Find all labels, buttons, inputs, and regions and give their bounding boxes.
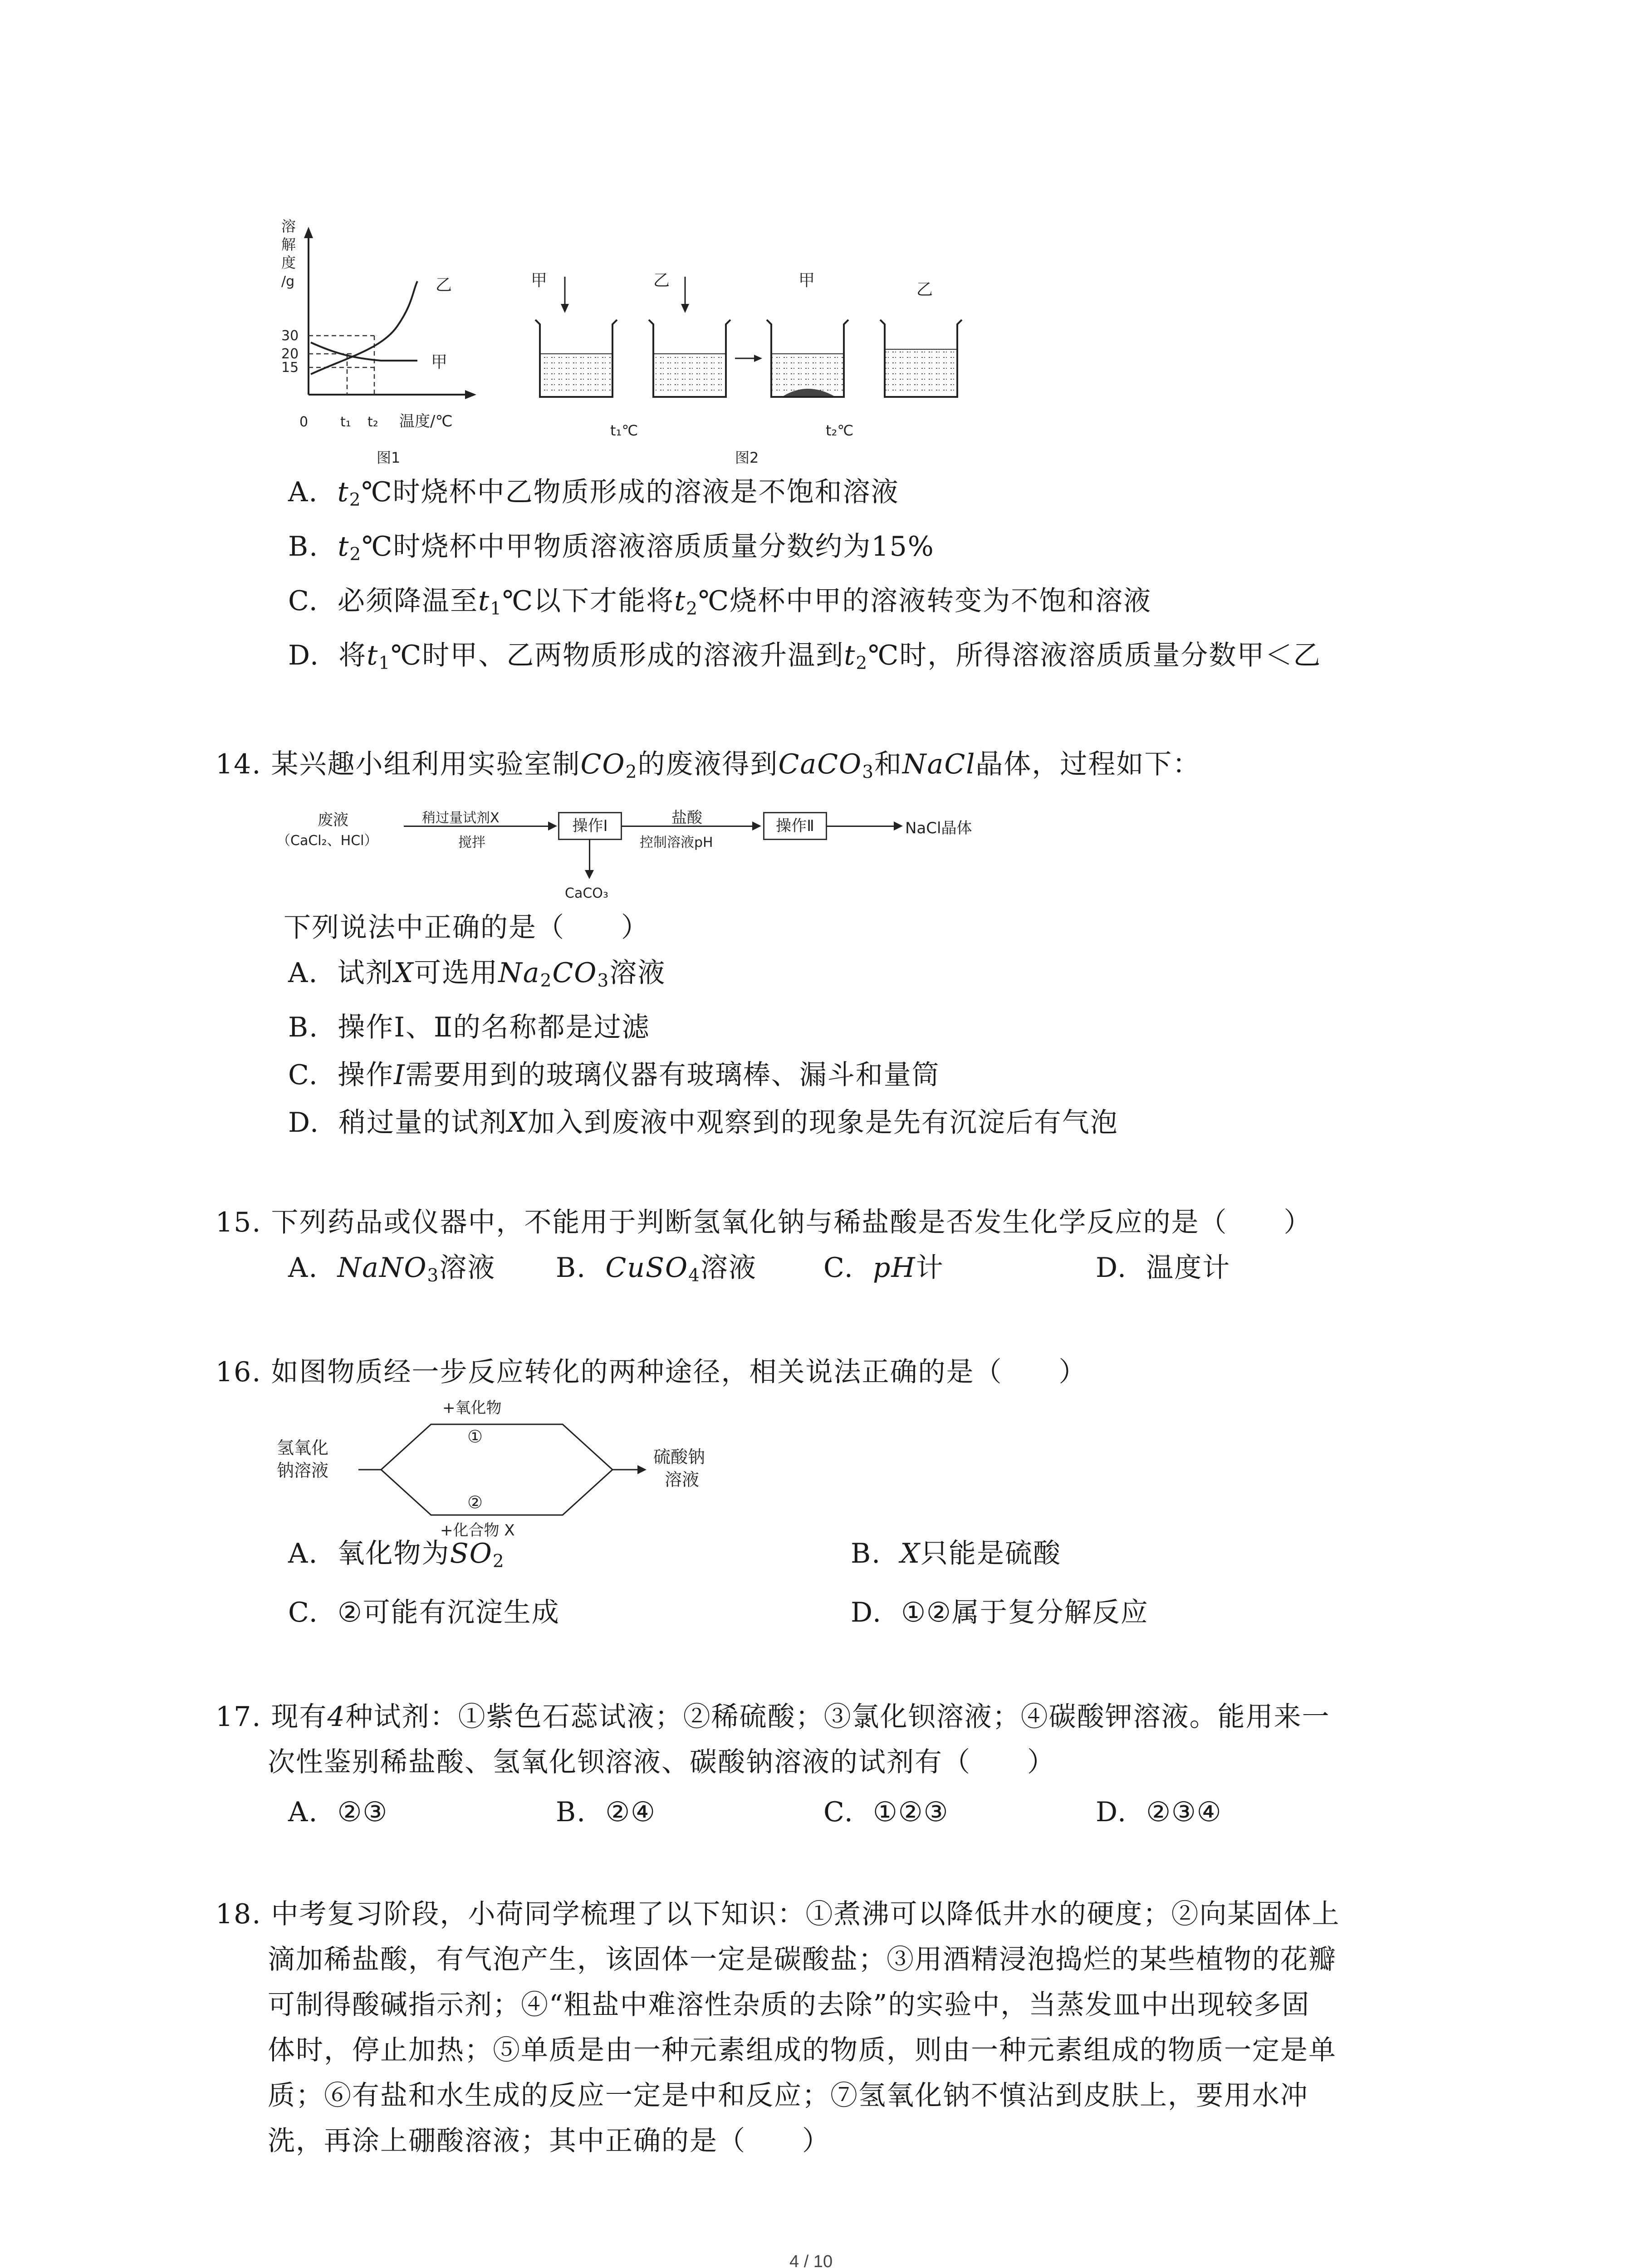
y-tick-20: 20 bbox=[281, 346, 299, 362]
beaker-3-label: 甲 bbox=[798, 271, 815, 290]
option-text: ②③ bbox=[337, 1796, 388, 1828]
option-letter: C. bbox=[288, 585, 318, 617]
q15-option-b bbox=[556, 1254, 757, 1285]
beaker-1-label: 甲 bbox=[531, 271, 548, 290]
formula: pH bbox=[873, 1252, 916, 1284]
flow-stir-label: 搅拌 bbox=[458, 835, 485, 850]
q18-line-6: 洗，再涂上硼酸溶液；其中正确的是（ ） bbox=[268, 2125, 830, 2157]
var-x: X bbox=[507, 1107, 528, 1139]
question-number: 15. bbox=[216, 1207, 262, 1238]
q18-line-4: 体时，停止加热；⑤单质是由一种元素组成的物质，则由一种元素组成的物质一定是单 bbox=[268, 2034, 1337, 2066]
beaker-4 bbox=[880, 320, 962, 397]
option-letter: D. bbox=[288, 1107, 320, 1139]
option-letter: A. bbox=[288, 1538, 318, 1569]
q15-option-c bbox=[823, 1252, 944, 1284]
stem-text: 下列药品或仪器中，不能用于判断氢氧化钠与稀盐酸是否发生化学反应的是（ ） bbox=[271, 1207, 1312, 1238]
arrowhead bbox=[752, 821, 761, 831]
x-tick-t2: t₂ bbox=[367, 414, 378, 430]
flow-arrow-1 bbox=[404, 826, 549, 827]
formula: CaCO bbox=[778, 748, 862, 780]
beaker-4-label: 乙 bbox=[916, 280, 933, 299]
q13-option-a bbox=[288, 476, 899, 510]
q18-line-1 bbox=[216, 1898, 1340, 1930]
option-text-part: 溶液 bbox=[609, 957, 666, 989]
curve-jia-label: 甲 bbox=[431, 353, 448, 371]
q13-option-b bbox=[288, 533, 935, 563]
origin-label: 0 bbox=[299, 414, 309, 430]
option-letter: D. bbox=[851, 1597, 882, 1628]
x-axis-label: 温度/℃ bbox=[399, 412, 453, 430]
option-text-part: ℃烧杯中甲的溶液转变为不饱和溶液 bbox=[698, 585, 1152, 617]
path-2-reagent: +化合物 X bbox=[440, 1521, 515, 1540]
flow-product-label: NaCl晶体 bbox=[905, 819, 972, 837]
arrowhead bbox=[585, 870, 594, 879]
option-text: ①②属于复分解反应 bbox=[901, 1597, 1149, 1628]
beaker-2 bbox=[649, 320, 730, 397]
var-t: t bbox=[337, 476, 349, 508]
subscript: 4 bbox=[688, 1265, 700, 1286]
option-text-part: ℃时，所得溶液溶质质量分数甲＜乙 bbox=[868, 640, 1322, 671]
option-text-part: ℃以下才能将 bbox=[502, 585, 675, 617]
beakers-figure bbox=[522, 268, 998, 481]
temp-label-t1: t₁℃ bbox=[610, 422, 638, 439]
q17-option-d bbox=[1096, 1796, 1222, 1828]
start-substance-line-1: 氢氧化 bbox=[277, 1438, 329, 1458]
q17-option-c bbox=[823, 1796, 949, 1828]
option-text: ②④ bbox=[605, 1796, 656, 1828]
q14-option-a bbox=[288, 959, 666, 990]
subscript: 2 bbox=[492, 1551, 505, 1572]
option-letter: A. bbox=[288, 1252, 318, 1284]
temp-label-t2: t₂℃ bbox=[826, 422, 854, 439]
option-text: 操作Ⅰ、Ⅱ的名称都是过滤 bbox=[338, 1012, 650, 1043]
start-substance-line-2: 钠溶液 bbox=[277, 1461, 329, 1481]
q14-option-c bbox=[288, 1061, 940, 1089]
subscript: 1 bbox=[378, 653, 391, 674]
subscript: 3 bbox=[427, 1265, 440, 1286]
reaction-path-1 bbox=[381, 1424, 612, 1470]
x-tick-t1: t₁ bbox=[340, 414, 351, 430]
stem-part: 某兴趣小组利用实验室制 bbox=[271, 748, 581, 780]
beaker-1 bbox=[535, 320, 617, 397]
stem-part: 现有 bbox=[271, 1701, 328, 1733]
q15-option-a bbox=[288, 1254, 495, 1285]
subscript: 2 bbox=[349, 489, 362, 510]
q18-line-5: 质；⑥有盐和水生成的反应一定是中和反应；⑦氢氧化钠不慎沾到皮肤上，要用水冲 bbox=[268, 2080, 1308, 2112]
option-letter: A. bbox=[288, 476, 318, 508]
stem-part: 晶体，过程如下： bbox=[975, 748, 1201, 780]
y-tick-30: 30 bbox=[281, 328, 299, 344]
y-axis-label-char-4: /g bbox=[281, 274, 295, 289]
y-axis-label-char-2: 解 bbox=[281, 236, 296, 253]
y-tick-15: 15 bbox=[281, 360, 299, 376]
option-text-part: 将 bbox=[338, 640, 367, 671]
q18-line-2: 滴加稀盐酸，有气泡产生，该固体一定是碳酸盐；③用酒精浸泡捣烂的某些植物的花瓣 bbox=[268, 1944, 1337, 1975]
q17-stem-line-2: 次性鉴别稀盐酸、氢氧化钡溶液、碳酸钠溶液的试剂有（ ） bbox=[268, 1746, 1055, 1778]
var-t: t bbox=[674, 585, 686, 617]
q16-reaction-diagram bbox=[272, 1395, 771, 1540]
q16-option-c bbox=[288, 1599, 560, 1626]
q14-question: 下列说法中正确的是（ ） bbox=[284, 912, 649, 943]
path-1-number: ① bbox=[467, 1427, 483, 1447]
x-axis-arrow bbox=[465, 390, 476, 399]
var-i: I bbox=[394, 1059, 406, 1091]
option-letter: C. bbox=[288, 1597, 318, 1628]
y-axis-arrow bbox=[304, 227, 313, 238]
flow-operation-2-box bbox=[763, 812, 827, 840]
flow-reagent-label: 稍过量试剂X bbox=[422, 810, 500, 826]
subscript: 3 bbox=[862, 762, 875, 782]
arrowhead bbox=[894, 821, 903, 831]
product-line-2: 溶液 bbox=[665, 1470, 700, 1490]
flow-waste-composition: （CaCl₂、HCl） bbox=[277, 833, 378, 849]
figure-2-caption: 图2 bbox=[735, 449, 759, 466]
formula: NaNO bbox=[337, 1252, 427, 1284]
solubility-curve-figure bbox=[268, 213, 504, 481]
option-letter: A. bbox=[288, 957, 318, 989]
question-number: 16. bbox=[216, 1356, 262, 1388]
q15-option-d bbox=[1096, 1252, 1231, 1284]
flow-acid-label: 盐酸 bbox=[671, 809, 702, 827]
option-letter: C. bbox=[823, 1796, 854, 1828]
var-x: X bbox=[393, 957, 414, 989]
var-t: t bbox=[844, 640, 856, 671]
formula: SO bbox=[450, 1538, 493, 1569]
flow-waste-label: 废液 bbox=[318, 811, 348, 829]
number: 4 bbox=[327, 1701, 346, 1733]
option-letter: B. bbox=[288, 1012, 319, 1043]
flow-operation-1-label: 操作Ⅰ bbox=[572, 817, 608, 835]
arrowhead bbox=[548, 821, 557, 831]
option-text-part: 可选用 bbox=[414, 957, 499, 989]
paragraph-line: 中考复习阶段，小荷同学梳理了以下知识：①煮沸可以降低井水的硬度；②向某固体上 bbox=[271, 1898, 1340, 1930]
option-text-part: 必须降温至 bbox=[338, 585, 478, 617]
flow-precipitate-label: CaCO₃ bbox=[565, 885, 608, 901]
option-letter: D. bbox=[288, 640, 320, 671]
option-text: 溶液 bbox=[700, 1252, 757, 1284]
question-number: 17. bbox=[216, 1701, 262, 1733]
arrowhead bbox=[561, 304, 569, 313]
formula: CO bbox=[552, 957, 598, 989]
arrowhead bbox=[681, 304, 689, 313]
question-number: 18. bbox=[216, 1898, 262, 1930]
var-x: X bbox=[900, 1538, 921, 1569]
q14-stem bbox=[216, 748, 1201, 782]
flow-ph-label: 控制溶液pH bbox=[640, 835, 713, 850]
q14-flow-diagram bbox=[272, 803, 1043, 907]
figure-1-caption: 图1 bbox=[377, 449, 401, 466]
q16-option-b bbox=[851, 1540, 1061, 1567]
path-2-number: ② bbox=[467, 1492, 483, 1512]
var-t: t bbox=[367, 640, 379, 671]
subscript: 3 bbox=[597, 970, 610, 991]
path-1-reagent: +氧化物 bbox=[442, 1399, 502, 1417]
option-text-part: 加入到废液中观察到的现象是先有沉淀后有气泡 bbox=[527, 1107, 1118, 1139]
q13-option-c bbox=[288, 587, 1151, 618]
stem-part: 种试剂：①紫色石蕊试液；②稀硫酸；③氯化钡溶液；④碳酸钾溶液。能用来一 bbox=[345, 1701, 1330, 1733]
option-text: 计 bbox=[916, 1252, 944, 1284]
option-text: ℃时烧杯中乙物质形成的溶液是不饱和溶液 bbox=[361, 476, 899, 508]
stem-part: 的废液得到 bbox=[637, 748, 779, 780]
question-number: 14. bbox=[216, 748, 262, 780]
q14-option-b bbox=[288, 1014, 650, 1041]
page-number: 4 / 10 bbox=[789, 2252, 833, 2268]
q17-option-b bbox=[556, 1796, 656, 1828]
beaker-2-label: 乙 bbox=[653, 271, 670, 290]
beaker-3 bbox=[767, 320, 848, 397]
formula: Na bbox=[498, 957, 540, 989]
q18-line-3: 可制得酸碱指示剂；④“粗盐中难溶性杂质的去除”的实验中，当蒸发皿中出现较多固 bbox=[268, 1989, 1310, 2021]
formula: CO bbox=[580, 748, 626, 780]
flow-down-arrow bbox=[589, 839, 590, 871]
option-letter: D. bbox=[1096, 1252, 1127, 1284]
flow-arrow-2 bbox=[622, 826, 753, 827]
option-letter: C. bbox=[823, 1252, 854, 1284]
y-axis-label-char-1: 溶 bbox=[281, 218, 296, 235]
option-text-part: 操作 bbox=[338, 1059, 394, 1091]
option-text: 溶液 bbox=[439, 1252, 496, 1284]
option-letter: B. bbox=[288, 531, 319, 562]
q17-option-a bbox=[288, 1796, 388, 1828]
option-text-part: ℃时甲、乙两物质形成的溶液升温到 bbox=[391, 640, 844, 671]
subscript: 2 bbox=[540, 970, 553, 991]
product-line-1: 硫酸钠 bbox=[653, 1447, 705, 1467]
arrowhead bbox=[754, 355, 762, 362]
subscript: 2 bbox=[349, 544, 362, 565]
reaction-path-2 bbox=[381, 1470, 612, 1515]
q14-option-d bbox=[288, 1107, 1118, 1139]
option-text-part: 试剂 bbox=[337, 957, 394, 989]
option-text: ℃时烧杯中甲物质溶液溶质质量分数约为15% bbox=[362, 531, 935, 562]
option-letter: C. bbox=[288, 1059, 318, 1091]
q13-option-d bbox=[288, 642, 1321, 672]
formula: NaCl bbox=[902, 748, 976, 780]
q16-option-d bbox=[851, 1599, 1149, 1626]
stem-part: 和 bbox=[874, 748, 903, 780]
option-text: 只能是硫酸 bbox=[921, 1538, 1062, 1569]
subscript: 2 bbox=[686, 598, 699, 619]
option-letter: B. bbox=[556, 1252, 587, 1284]
option-text: ②③④ bbox=[1146, 1796, 1222, 1828]
option-text: 温度计 bbox=[1146, 1252, 1231, 1284]
var-t: t bbox=[338, 531, 350, 562]
option-text-part: 需要用到的玻璃仪器有玻璃棒、漏斗和量筒 bbox=[405, 1059, 940, 1091]
stem-text: 如图物质经一步反应转化的两种途径，相关说法正确的是（ ） bbox=[271, 1356, 1087, 1388]
q15-stem bbox=[216, 1209, 1312, 1236]
option-text: ②可能有沉淀生成 bbox=[338, 1597, 560, 1628]
subscript: 2 bbox=[856, 653, 868, 674]
formula: CuSO bbox=[605, 1252, 689, 1284]
option-letter: B. bbox=[851, 1538, 882, 1569]
subscript: 2 bbox=[625, 762, 638, 782]
arrowhead bbox=[637, 1465, 647, 1474]
var-t: t bbox=[478, 585, 490, 617]
q16-stem bbox=[216, 1356, 1087, 1388]
curve-yi-label: 乙 bbox=[436, 276, 452, 294]
option-letter: B. bbox=[556, 1796, 587, 1828]
q16-option-a bbox=[288, 1540, 505, 1570]
option-letter: A. bbox=[288, 1796, 318, 1828]
option-text-part: 氧化物为 bbox=[337, 1538, 450, 1569]
flow-arrow-3 bbox=[827, 826, 895, 827]
flow-operation-1-box bbox=[558, 812, 622, 840]
option-text: ①②③ bbox=[873, 1796, 949, 1828]
option-letter: D. bbox=[1096, 1796, 1127, 1828]
subscript: 1 bbox=[490, 598, 502, 619]
y-axis-label-char-3: 度 bbox=[281, 254, 296, 271]
option-text-part: 稍过量的试剂 bbox=[338, 1107, 508, 1139]
flow-operation-2-label: 操作Ⅱ bbox=[776, 817, 814, 835]
q17-stem-line-1 bbox=[216, 1701, 1330, 1733]
